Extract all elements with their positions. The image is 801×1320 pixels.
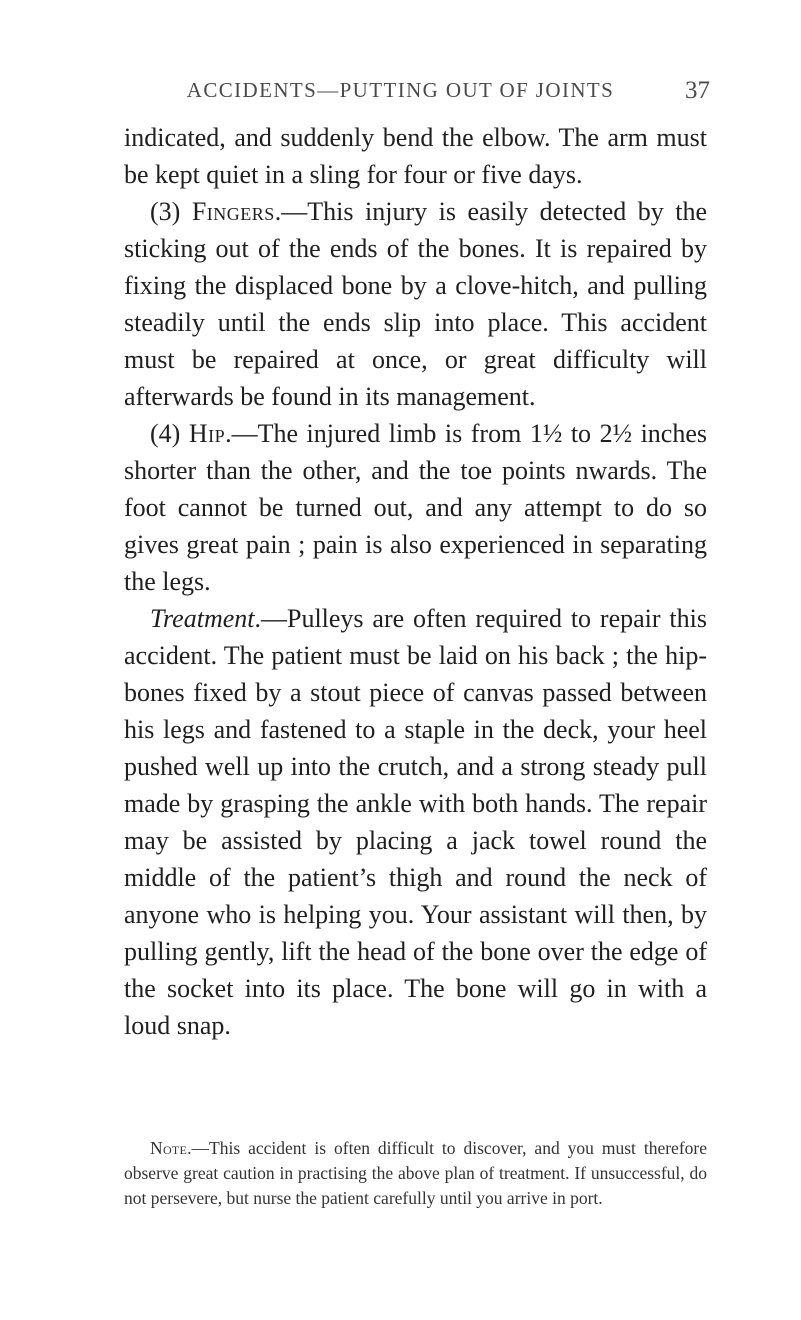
paragraph-fingers (124, 193, 707, 415)
section-number: (3) (150, 197, 192, 226)
note-text: .—This accident is often difficult to discover, and you must therefore observe great caution in practising the above plan of treatment. If unsuccessful, do not persevere, but nurse the patient carefully until you arrive in port. (124, 1138, 707, 1208)
subheading-treatment: Treatment (150, 604, 255, 633)
section-heading-fingers: Fingers (191, 197, 275, 226)
section-number: (4) (150, 419, 189, 448)
running-head (0, 78, 801, 103)
section-heading-hip: Hip (188, 419, 226, 448)
footnote (124, 1136, 707, 1211)
page-number: 37 (685, 77, 710, 104)
paragraph-elbow-continued: indicated, and suddenly bend the elbow. The arm must be kept quiet in a sling for four or five days. (124, 123, 707, 189)
treatment-text: .—Pulleys are often required to repair this accident. The patient must be laid on his back ; the hip-bones fixed by a stout piece of canvas passed between his legs and fastened to a staple in the deck, your heel pushed well up into the crutch, and a strong steady pull made by grasping the ankle with both hands. The repair may be assisted by placing a jack towel round the middle of the patient’s thigh and round the neck of anyone who is helping you. Your assistant will then, by pulling gently, lift the head of the bone over the edge of the socket into its place. The bone will go in with a loud snap. (124, 604, 707, 1040)
section-text-fingers: .—This injury is easily detected by the sticking out of the ends of the bones. It is repaired by fixing the displaced bone by a clove-hitch, and pulling steadily until the ends slip into place. This accident must be repaired at once, or great difficulty will afterwards be found in its management. (124, 197, 707, 411)
note-heading: Note (150, 1138, 188, 1158)
section-text-hip: .—The injured limb is from 1½ to 2½ inches shorter than the other, and the toe points nwards. The foot cannot be turned out, and any attempt to do so gives great pain ; pain is also experienced in separating the legs. (124, 419, 708, 596)
paragraph-hip (124, 415, 707, 600)
body-text (124, 119, 707, 1044)
paragraph-treatment (124, 600, 707, 1044)
running-title: ACCIDENTS—PUTTING OUT OF JOINTS (186, 78, 615, 102)
